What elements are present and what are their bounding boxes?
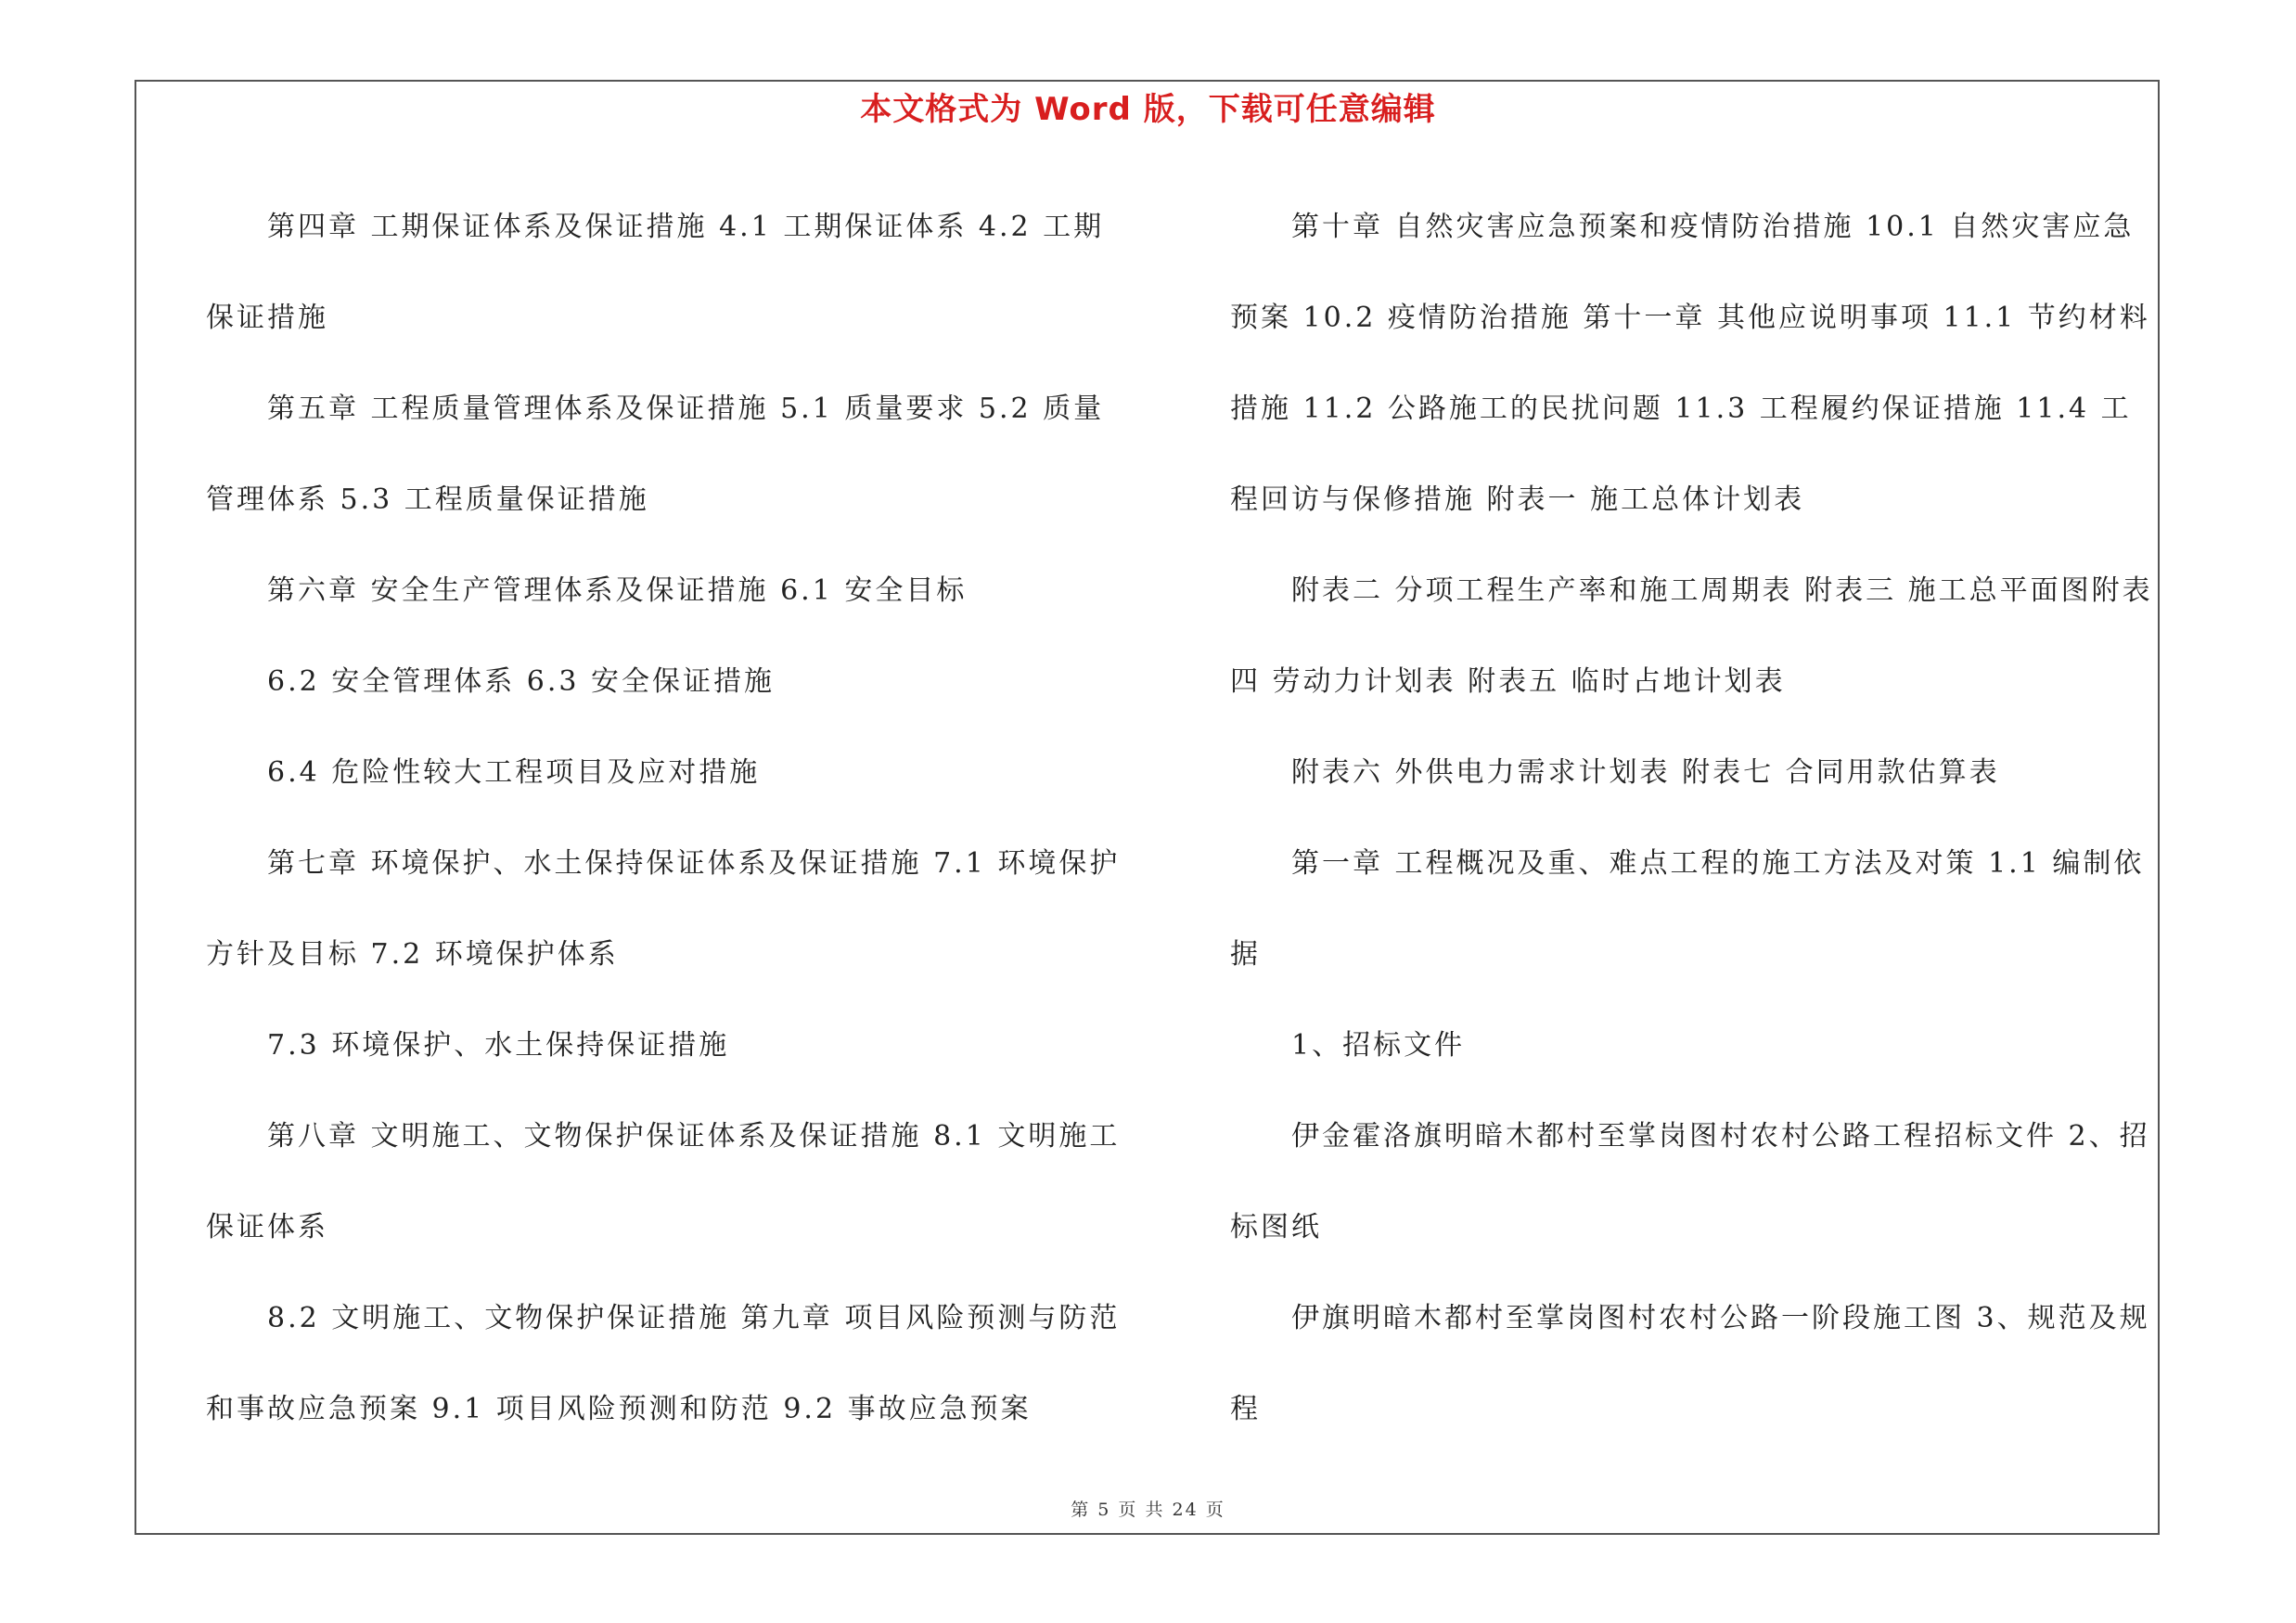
paragraph: 第六章 安全生产管理体系及保证措施 6.1 安全目标 (267, 574, 968, 607)
paragraph: 1、招标文件 (1291, 1029, 1466, 1062)
paragraph: 第五章 工程质量管理体系及保证措施 5.1 质量要求 5.2 质量管理体系 5.3 工程质量保证措施 (206, 393, 1105, 516)
paragraph: 第一章 工程概况及重、难点工程的施工方法及对策 1.1 编制依据 (1230, 847, 2145, 971)
header-banner: 本文格式为 Word 版，下载可任意编辑 (860, 91, 1436, 128)
paragraph: 第八章 文明施工、文物保护保证体系及保证措施 8.1 文明施工保证体系 (206, 1120, 1121, 1243)
paragraph: 第十章 自然灾害应急预案和疫情防治措施 10.1 自然灾害应急预案 10.2 疫情防治措施 第十一章 其他应说明事项 11.1 节约材料措施 11.2 公路施工的民扰问题 11.3 工程履约保证措施 11.4 工程回访与保修措施 附表一 施工总体计划表 (1230, 211, 2150, 516)
paragraph: 附表二 分项工程生产率和施工周期表 附表三 施工总平面图附表四 劳动力计划表 附表五 临时占地计划表 (1230, 574, 2153, 698)
paragraph: 8.2 文明施工、文物保护保证措施 第九章 项目风险预测与防范和事故应急预案 9.1 项目风险预测和防范 9.2 事故应急预案 (206, 1302, 1121, 1425)
paragraph: 附表六 外供电力需求计划表 附表七 合同用款估算表 (1291, 756, 2000, 789)
paragraph: 7.3 环境保护、水土保持保证措施 (267, 1029, 730, 1062)
paragraph: 第七章 环境保护、水土保持保证体系及保证措施 7.1 环境保护方针及目标 7.2 环境保护体系 (206, 847, 1121, 971)
paragraph: 伊金霍洛旗明暗木都村至掌岗图村农村公路工程招标文件 2、招标图纸 (1230, 1120, 2150, 1243)
paragraph: 第四章 工期保证体系及保证措施 4.1 工期保证体系 4.2 工期保证措施 (206, 211, 1105, 334)
paragraph: 伊旗明暗木都村至掌岗图村农村公路一阶段施工图 3、规范及规程 (1230, 1302, 2150, 1425)
right-column (1230, 182, 2158, 1455)
page-number: 第 5 页 共 24 页 (1071, 1500, 1225, 1520)
paragraph: 6.2 安全管理体系 6.3 安全保证措施 (267, 665, 776, 698)
paragraph: 6.4 危险性较大工程项目及应对措施 (267, 756, 761, 789)
left-column (206, 182, 1134, 1455)
